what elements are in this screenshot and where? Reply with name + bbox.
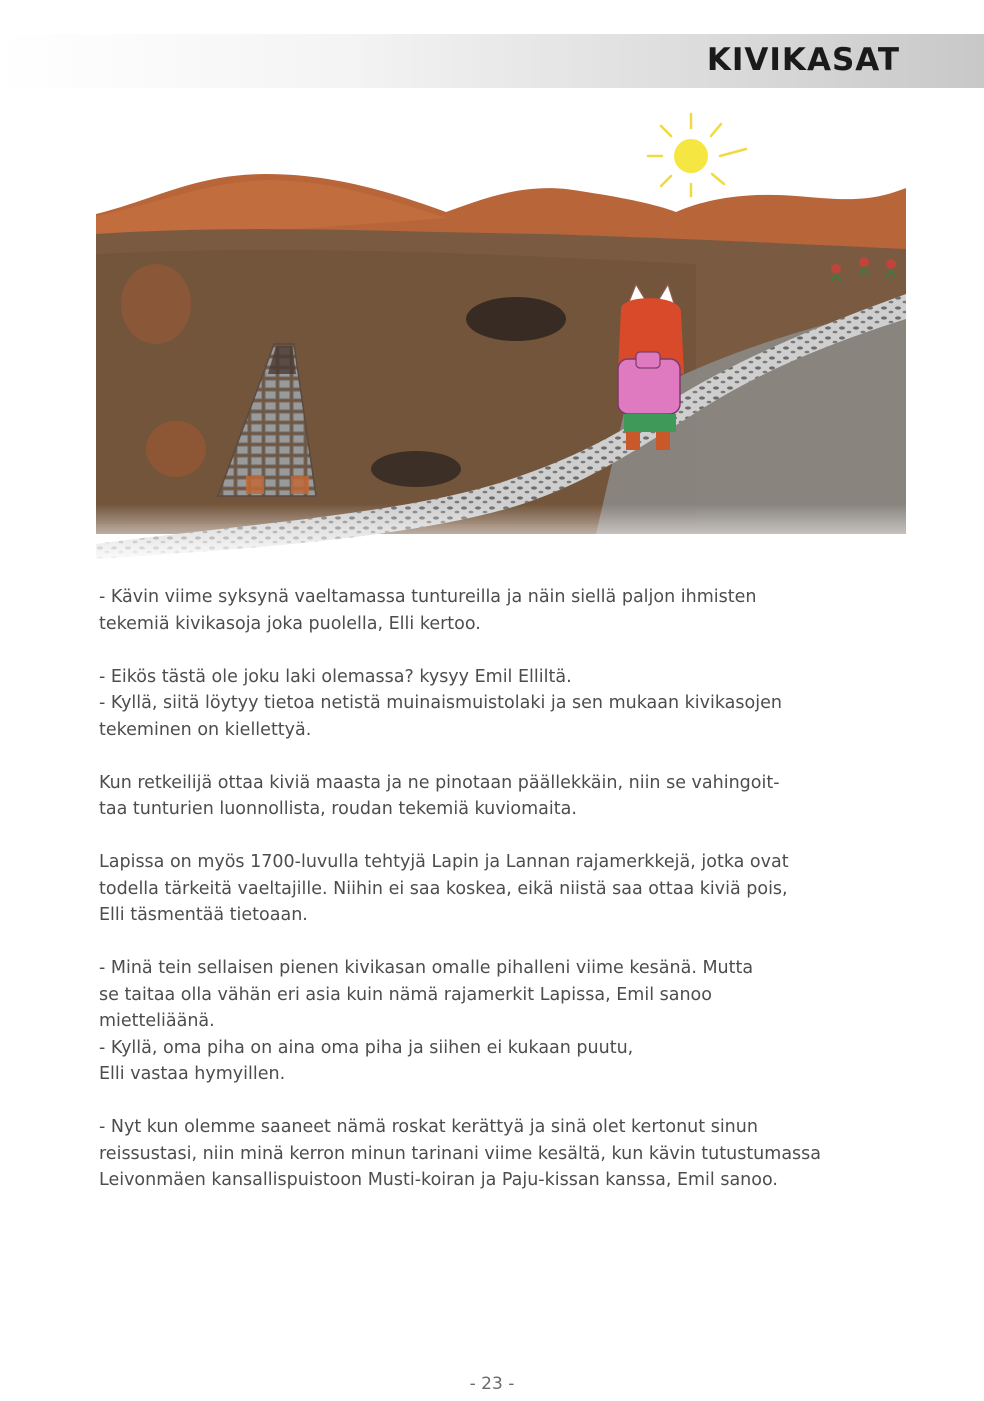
text-line: Lapissa on myös 1700-luvulla tehtyjä Lapin ja Lannan rajamerkkejä, jotka ovat: [99, 852, 789, 872]
text-line: mietteliäänä.: [99, 1011, 215, 1031]
text-line: tekeminen on kiellettyä.: [99, 719, 312, 740]
body-text: [99, 584, 899, 1194]
text-line: taa tunturien luonnollista, roudan tekemiä kuviomaita.: [99, 799, 577, 819]
character-drawing: [618, 284, 684, 450]
paragraph: [99, 770, 899, 823]
paragraph: [99, 1114, 899, 1194]
text-line: todella tärkeitä vaeltajille. Niihin ei saa koskea, eikä niistä saa ottaa kiviä pois,: [99, 878, 788, 899]
chapter-title: KIVIKASAT: [706, 42, 900, 78]
paragraph: [99, 584, 899, 637]
text-line: - Minä tein sellaisen pienen kivikasan omalle pihalleni viime kesänä. Mutta: [99, 958, 754, 978]
text-line: Elli vastaa hymyillen.: [99, 1064, 286, 1084]
text-line: Kun retkeilijä ottaa kiviä maasta ja ne pinotaan päällekkäin, niin se vahingoit-: [99, 772, 780, 793]
text-line: Leivonmäen kansallispuistoon Musti-koiran ja Paju-kissan kanssa, Emil sanoo.: [99, 1170, 778, 1190]
text-line: tekemiä kivikasoja joka puolella, Elli kertoo.: [99, 613, 481, 634]
text-line: se taitaa olla vähän eri asia kuin nämä rajamerkit Lapissa, Emil sanoo: [99, 984, 712, 1005]
text-line: - Nyt kun olemme saaneet nämä roskat kerättyä ja sinä olet kertonut sinun: [99, 1117, 758, 1137]
text-line: - Kävin viime syksynä vaeltamassa tuntureilla ja näin siellä paljon ihmisten: [99, 587, 757, 607]
paragraph: [99, 849, 899, 929]
sun-icon: [648, 114, 746, 196]
paragraph: [99, 955, 899, 1088]
text-line: Elli täsmentää tietoaan.: [99, 905, 308, 925]
paragraph: [99, 664, 899, 744]
text-line: - Kyllä, oma piha on aina oma piha ja siihen ei kukaan puutu,: [99, 1037, 634, 1058]
text-line: - Kyllä, siitä löytyy tietoa netistä muinaismuistolaki ja sen mukaan kivikasojen: [99, 693, 782, 713]
illustration: [96, 104, 906, 564]
page-number: - 23 -: [469, 1374, 515, 1394]
text-line: - Eikös tästä ole joku laki olemassa? kysyy Emil Elliltä.: [99, 666, 572, 687]
text-line: reissustasi, niin minä kerron minun tarinani viime kesältä, kun kävin tutustumassa: [99, 1143, 822, 1164]
